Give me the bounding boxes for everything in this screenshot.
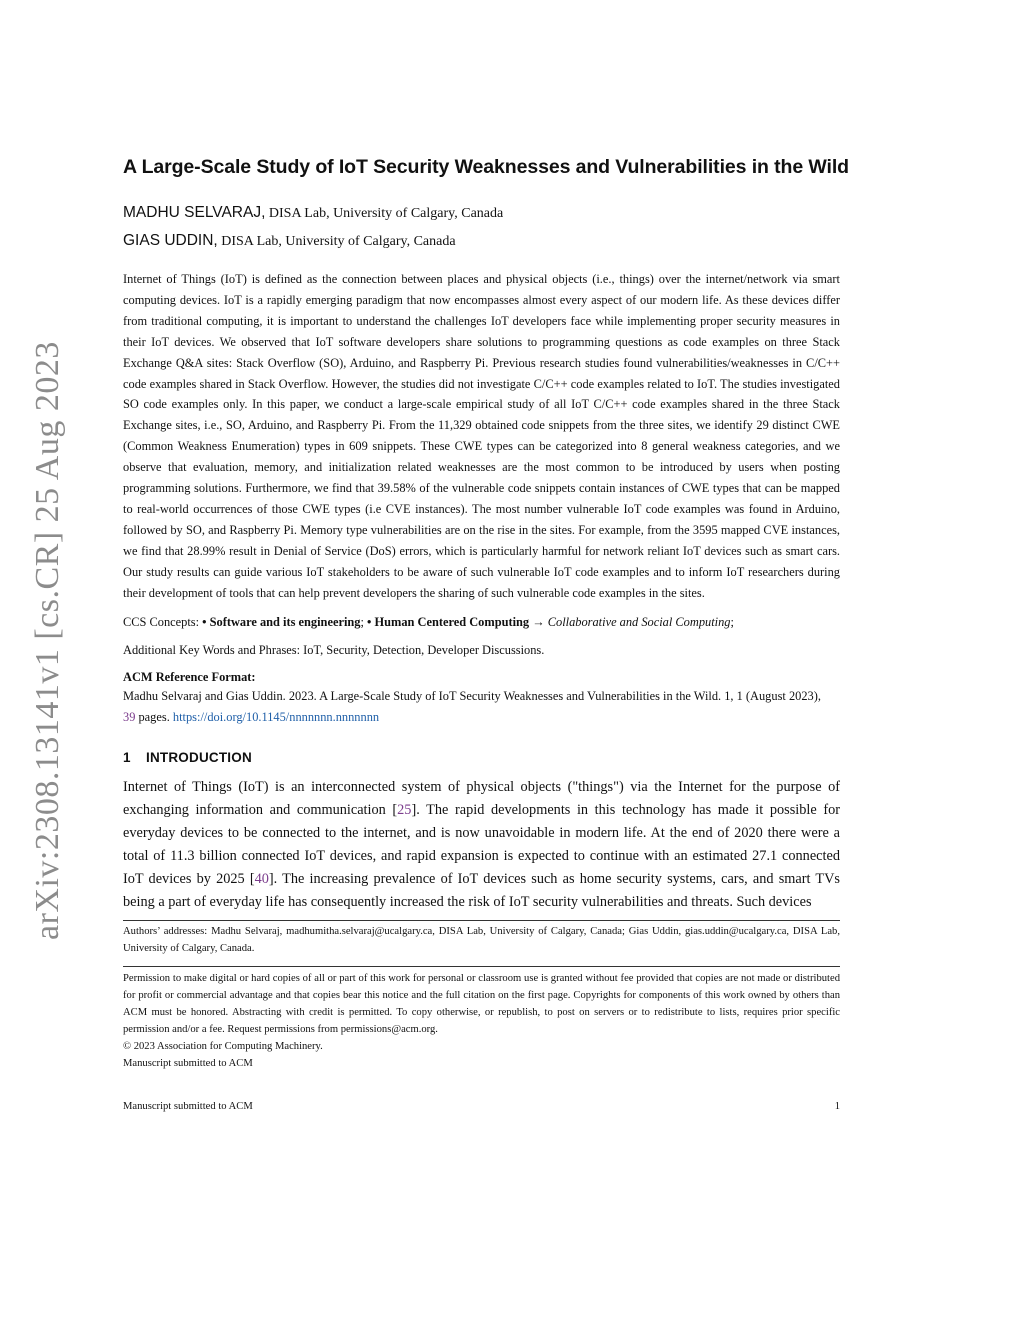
author-line-1 bbox=[123, 199, 840, 227]
intro-text-part: ]. The increasing prevalence of IoT devices such as home security systems, cars, and smart TVs being a part of everyday life has consequently increased the risk of IoT security vulnerabilities and threats. Such devices bbox=[123, 870, 840, 910]
ccs-separator: ; bbox=[360, 614, 368, 629]
footer-text: Manuscript submitted to ACM bbox=[123, 1101, 253, 1112]
paper-title: A Large-Scale Study of IoT Security Weaknesses and Vulnerabilities in the Wild bbox=[123, 156, 849, 178]
author-name: GIAS UDDIN, bbox=[123, 232, 218, 249]
abstract: Internet of Things (IoT) is defined as the connection between places and physical objects (i.e., things) over the internet/network via smart computing devices. IoT is a rapidly emerging paradigm that now encompasses almost every aspect of our modern life. As these devices differ from traditional computing, it is important to understand the challenges IoT developers face while implementing proper security measures in their IoT devices. We observed that IoT software developers share solutions to programming questions as code examples on three Stack Exchange Q&A sites: Stack Overflow (SO), Arduino, and Raspberry Pi. Previous research studies found vulnerabilities/weaknesses in C/C++ code examples shared in Stack Overflow. However, the studies did not investigate C/C++ code examples related to IoT. The studies investigated SO code examples only. In this paper, we conduct a large-scale empirical study of all IoT C/C++ code examples shared in the three Stack Exchange sites, i.e., SO, Arduino, and Raspberry Pi. From the 11,329 obtained code snippets from the three sites, we identify 29 distinct CWE (Common Weakness Enumeration) types in 609 snippets. These CWE types can be categorized into 8 general weakness categories, and we observe that evaluation, memory, and initialization related weaknesses are the most common to be introduced by users when posting programming solutions. Furthermore, we find that 39.58% of the vulnerable code snippets contain instances of CWE types that can be mapped to real-world occurrences of those CWE types (i.e CVE instances). The most number vulnerable IoT code examples was found in Arduino, followed by SO, and Raspberry Pi. Memory type vulnerabilities are on the rise in the sites. For example, from the 3595 mapped CVE instances, we find that 28.99% result in Denial of Service (DoS) errors, which is particularly harmful for network reliant IoT devices such as smart cars. Our study results can guide various IoT stakeholders to be aware of such vulnerable IoT code examples and to inform IoT researchers during their development of tools that can help prevent developers the sharing of such vulnerable code examples in the sites. bbox=[123, 272, 840, 600]
citation-link[interactable]: 25 bbox=[397, 802, 412, 819]
intro-text-part: ]. The rapid developments in this technology has made it possible for everyday devices to be connected to the internet, and is now unavoidable in modern life. At the end of 2020 there were a total of 11.3 billion connected IoT devices, and rapid expansion is expected to continue with an estimated 27.1 connected IoT devices by 2025 [ bbox=[123, 802, 840, 887]
ccs-concepts bbox=[123, 612, 840, 633]
acm-reference-heading: ACM Reference Format: bbox=[123, 670, 256, 685]
acm-reference bbox=[123, 686, 840, 728]
acm-reference-text: Madhu Selvaraj and Gias Uddin. 2023. A Large-Scale Study of IoT Security Weaknesses and Vulnerabilities in the Wild. 1, 1 (August 2023), bbox=[123, 689, 821, 704]
author-line-2 bbox=[123, 227, 840, 255]
author-affiliation: DISA Lab, University of Calgary, Canada bbox=[265, 206, 504, 221]
ccs-label: CCS Concepts: bbox=[123, 614, 203, 629]
introduction-paragraph bbox=[123, 776, 840, 913]
intro-text-part: Internet of Things (IoT) is an interconnected system of physical objects ("things") via the Internet for the purpose of exchanging information and communication [ bbox=[123, 779, 840, 819]
paper-page bbox=[123, 150, 849, 1072]
section-number: 1 bbox=[123, 750, 131, 766]
ccs-end: ; bbox=[730, 614, 734, 629]
arxiv-identifier-stamp: arXiv:2308.13141v1 [cs.CR] 25 Aug 2023 bbox=[29, 341, 66, 940]
permission-divider bbox=[123, 966, 840, 967]
permission-notice: Permission to make digital or hard copies of all or part of this work for personal or classroom use is granted without fee provided that copies are not made or distributed for profit or commercial advantage and that copies bear this notice and the full citation on the first page. Copyrights for components of this work owned by others than ACM must be honored. Abstracting with credit is permitted. To copy otherwise, or republish, to post on servers or to redistribute to lists, requires prior specific permission and/or a fee. Request permissions from permissions@acm.org. bbox=[123, 972, 840, 1035]
pages-text: pages. bbox=[135, 710, 173, 725]
page-footer bbox=[123, 1101, 840, 1112]
keywords: Additional Key Words and Phrases: IoT, Security, Detection, Developer Discussions. bbox=[123, 643, 545, 658]
footnote-divider bbox=[123, 920, 840, 921]
manuscript-notice: Manuscript submitted to ACM bbox=[123, 1057, 253, 1069]
section-title: INTRODUCTION bbox=[146, 750, 252, 766]
author-affiliation: DISA Lab, University of Calgary, Canada bbox=[217, 234, 456, 249]
author-addresses-footnote: Authors’ addresses: Madhu Selvaraj, madhumitha.selvaraj@ucalgary.ca, DISA Lab, University of Calgary, Canada; Gias Uddin, gias.uddin@ucalgary.ca, DISA Lab, University of Calgary, Canada. bbox=[123, 925, 840, 954]
pages-link[interactable]: 39 bbox=[123, 710, 136, 725]
ccs-item-human-centered-computing: • Human Centered Computing bbox=[367, 614, 530, 629]
ccs-subitem: Collaborative and Social Computing bbox=[547, 614, 731, 629]
ccs-item-software-engineering: • Software and its engineering bbox=[202, 614, 361, 629]
citation-link[interactable]: 40 bbox=[254, 870, 269, 887]
page-number: 1 bbox=[834, 1101, 840, 1112]
section-heading-introduction bbox=[123, 750, 840, 765]
copyright-notice: © 2023 Association for Computing Machinery. bbox=[123, 1040, 323, 1052]
doi-link[interactable]: https://doi.org/10.1145/nnnnnnn.nnnnnnn bbox=[172, 710, 380, 725]
ccs-arrow: → bbox=[529, 614, 548, 629]
author-name: MADHU SELVARAJ, bbox=[123, 204, 266, 221]
